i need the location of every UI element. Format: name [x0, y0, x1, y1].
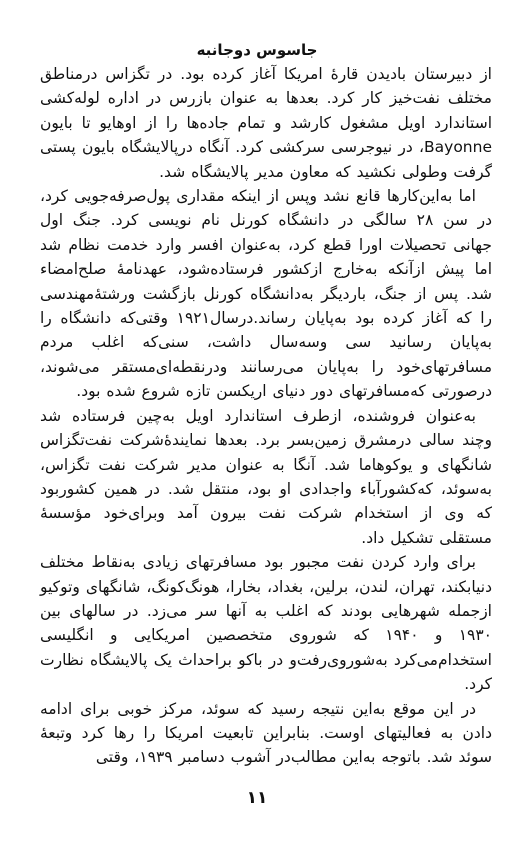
running-header-title: جاسوس دوجانبه — [196, 41, 318, 59]
paragraph: به‌عنوان فروشنده، ازطرف استاندارد اویل به‌چین فرستاده شد وچند سالی درمشرق زمین‌بسر برد. بعدها نمایندۀشرکت نفت‌تگزاس شانگهای و یوکوهاما شد. آنگا به عنوان مدیر شرکت نفت تگزاس، به‌سوئد، که‌کشورآباء واجدادی او بود، منتقل شد. در همین کشوربود که وی از استخدام شرکت نفت بیرون آمد وبرای‌خود مؤسسۀ مستقلی تشکیل داد. — [40, 406, 492, 547]
paragraph: از دبیرستان بادیدن قارۀ امریکا آغاز کرده بود. در تگزاس درمناطق مختلف نفت‌خیز کار کرد. بعدها به عنوان بازرس در اداره لوله‌کشی استاندارد اویل مشغول کارشد و تمام جاده‌ها را از اوهایو تا بایون Bayonne، در نیوجرسی سرکشی کرد. آنگاه درپالایشگاه بایون پستی گرفت وطولی نکشید که معاون مدیر پالایشگاه شد. — [40, 65, 492, 181]
page-number: ۱۱ — [246, 788, 268, 808]
paragraph: اما به‌این‌کارها قانع نشد وپس از اینکه مقداری پول‌صرفه‌جویی کرد، در سن ۲۸ سالگی در دانشگاه کورنل نام نویسی کرد. جنگ اول جهانی تحصیلات اورا قطع کرد، به‌عنوان افسر وارد خدمت نظام شد اما پیش ازآنکه به‌خارج ازکشور فرستاده‌شود، عهدنامۀ صلح‌امضاء شد. پس از جنگ، باردیگر به‌دانشگاه کورنل بازگشت ورشتۀمهندسی را که آغاز کرده بود به‌پایان رساند.درسال۱۹۲۱ وقتی‌که دانشگاه را به‌پایان رسانید سی وسه‌سال داشت، سنی‌که اغلب مردم مسافرتهای‌خود را به‌پایان می‌رسانند ودرنقطه‌ای‌مستقر می‌شوند، درصورتی که‌مسافرتهای دور دنیای اریکسن تازه شروع شده بود. — [40, 187, 492, 401]
body-text — [40, 62, 492, 770]
paragraph: در این موقع به‌این نتیجه رسید که سوئد، مرکز خوبی برای ادامه دادن به فعالیتهای اوست. بنابراین تابعیت امریکا را رها کرد وتبعۀ سوئد شد. باتوجه به‌این مطالب‌در آشوب دسامبر ۱۹۳۹، وقتی — [40, 699, 492, 767]
paragraph: برای وارد کردن نفت مجبور بود مسافرتهای زیادی به‌نقاط مختلف دنیابکند، تهران، لندن، برلین، بغداد، بخارا، هونگ‌کونگ، شانگهای وتوکیو ازجمله شهرهایی بودند که اغلب به آنها سر می‌زد. در سالهای بین ۱۹۳۰ و ۱۹۴۰ که شوروی متخصصین امریکایی و انگلیسی استخدام‌می‌کرد به‌شوروی‌رفت‌و در باکو براحداث یک پالایشگاه نظارت کرد. — [40, 553, 492, 694]
